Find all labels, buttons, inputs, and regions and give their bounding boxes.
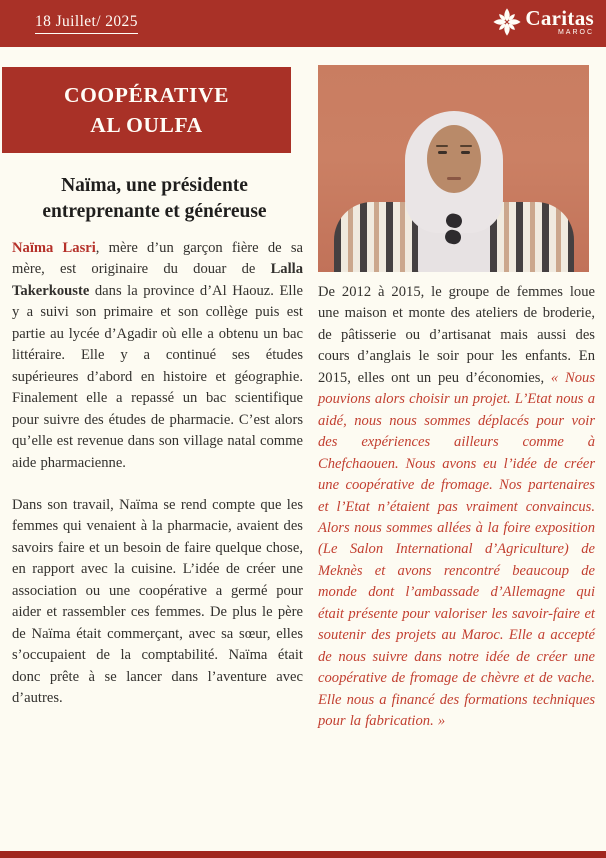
mouth: [447, 177, 461, 180]
face-shape: [427, 125, 481, 193]
cooperative-title-line2: AL OULFA: [90, 112, 203, 137]
footer-bar: [0, 851, 606, 858]
article-heading: Naïma, une présidente entreprenante et généreuse: [42, 175, 267, 222]
bio-segment-2: dans la province d’Al Haouz. Elle y a suivi son primaire et son collège puis est partie au lycée d’Agadir où elle a obtenu un bac littéraire. Elle y a continué ses études supérieures d’abord en histoire et géographie. Finalement elle a repassé un bac scientifique pour suivre des études de pharmacie. C’est alors qu’elle est revenue dans son village natal comme aide pharmacienne.: [12, 282, 303, 471]
logo-wordmark: [525, 7, 594, 37]
left-column-text: [12, 238, 303, 710]
eye-left: [438, 151, 447, 154]
coop-segment-normal: De 2012 à 2015, le groupe de femmes loue une maison et monte des ateliers de broderie, de pâtisserie ou d’artisanat mais aussi des cours d’anglais le soir pour les enfants. En 2015, elles ont un peu d’économies,: [318, 284, 595, 386]
paragraph-cooperative: [318, 282, 595, 733]
caritas-flame-cross-icon: [491, 6, 523, 38]
sunglasses-lens-1: [444, 212, 463, 229]
logo-brand: Caritas: [525, 6, 594, 30]
right-column-text: [318, 282, 595, 733]
coop-quote: « Nous pouvions alors choisir un projet. L’Etat nous a aidé, nous nous sommes déplacés pour voir des expériences ailleurs comme à Chefchaouen. Nous avons eu l’idée de créer une coopérative de fromage. Nos partenaires et l’Etat n’étaient pas vraiment convaincus. Alors nous sommes allées à la foire exposition (Le Salon International d’Agriculture) de Meknès et avons rencontré beaucoup de monde dont l’ambassade d’Allemagne qui était présente pour valoriser les savoir-faire et soutenir des projets au Maroc. Elle a accepté de nous suivre dans notre idée de créer une coopérative de fromage de chèvre et de vache. Elle nous a financé des formations techniques pour la fabrication. »: [318, 369, 596, 730]
paragraph-bio: [12, 238, 303, 474]
cooperative-title-box: [2, 67, 291, 153]
place-highlight: Lalla Takerkouste: [12, 261, 303, 299]
eyebrow-left: [436, 145, 448, 147]
bio-segment-1: , mère d’un garçon fière de sa mère, est originaire du douar de: [12, 240, 303, 278]
eyebrow-right: [460, 145, 472, 147]
name-highlight: Naïma Lasri: [12, 240, 96, 256]
eye-right: [461, 151, 470, 154]
header-bar: [0, 0, 606, 47]
logo-region: MAROC: [557, 29, 594, 36]
portrait-photo: [318, 65, 589, 272]
paragraph-work: Dans son travail, Naïma se rend compte que les femmes qui venaient à la pharmacie, avaient des savoirs faire et un besoin de faire quelque chose, en rapport avec la cuisine. L’idée de créer une association ou une coopérative a germé pour aider et rassembler ces femmes. De plus le père de Naïma était commerçant, avec sa sœur, elles s’occupaient de la comptabilité. Naïma était donc prête à se lancer dans l’aventure avec d’autres.: [12, 496, 303, 707]
header-date: 18 Juillet/ 2025: [35, 13, 138, 34]
caritas-logo: [491, 6, 594, 38]
cooperative-title-line1: COOPÉRATIVE: [63, 82, 230, 107]
